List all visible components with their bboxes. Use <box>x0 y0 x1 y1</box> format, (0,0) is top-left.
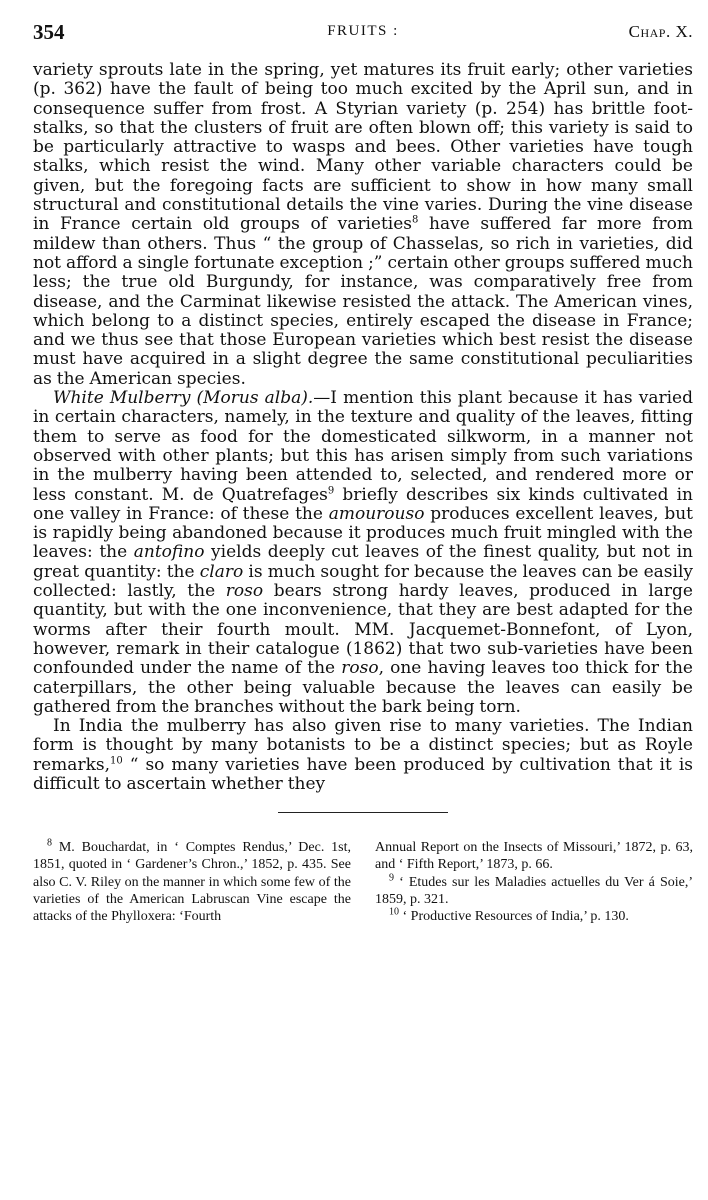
variety-name-claro: claro <box>199 561 244 582</box>
footnote-divider <box>278 812 448 813</box>
footnotes <box>33 839 693 925</box>
footnote-8: $^8$ M. Bouchardat, in ‘ Comptes Rendus,’ Dec. 1st, 1851, quoted in ‘ Gardener’s Chron.,’ 1852, p. 435. See also C. V. Riley on the manner in which some few of the varieties of the American Labruscan Vine escape the attacks of the Phylloxera: ‘Fourth <box>33 837 351 925</box>
footnote-column-left <box>33 839 351 925</box>
footnote-ref-9[interactable]: 9 <box>327 484 335 496</box>
footnote-column-right <box>375 839 693 925</box>
footnote-8-continued: Annual Report on the Insects of Missouri,’ 1872, p. 63, and ‘ Fifth Report,’ 1873, p. 66. <box>375 840 693 873</box>
footnote-number-10: 10 <box>389 906 399 918</box>
paragraph-indian-mulberry: In India the mulberry has also given rise to many varieties. The Indian form is thought by many botanists to be a distinct species; but as Royle remarks,$^{10}$ “ so many varieties have been produced by cultivation that it is difficult to ascertain whether they <box>33 716 693 794</box>
footnote-10: $^{10}$ ‘ Productive Resources of India,’ p. 130. <box>389 906 629 925</box>
book-page <box>33 20 693 925</box>
footnote-number-9: 9 <box>389 872 394 884</box>
paragraph-vine-varieties: variety sprouts late in the spring, yet matures its fruit early; other varieties (p. 362) have the fault of being too much excited by the April sun, and in consequence suffer from frost. A Styrian variety (p. 254) has brittle foot-stalks, so that the clusters of fruit are often blown off; this variety is said to be particularly attractive to wasps and bees. Other varieties have tough stalks, which resist the wind. Many other variable characters could be given, but the foregoing facts are sufficient to show in how many small structural and constitutional details the vine varies. During the vine disease in France certain old groups of varieties$^8$ have suffered far more from mildew than others. Thus “ the group of Chasselas, so rich in varieties, did not afford a single fortunate exception ;” certain other groups suffered much less; the true old Burgundy, for instance, was comparatively free from disease, and the Carminat likewise resisted the attack. The American vines, which belong to a distinct species, entirely escaped the disease in France; and we thus see that those European varieties which best resist the disease must have acquired in a slight degree the same constitutional peculiarities as the American species. <box>33 60 693 389</box>
variety-name-amourouso: amourouso <box>328 503 425 524</box>
running-head: FRUITS : <box>327 23 399 39</box>
footnote-ref-10[interactable]: 10 <box>110 755 123 767</box>
chapter-reference: Chap. X. <box>628 22 693 41</box>
page-header <box>33 20 693 52</box>
page-number: 354 <box>33 20 65 44</box>
section-lead-white-mulberry: White Mulberry (Morus alba). <box>53 388 314 409</box>
footnote-number-8: 8 <box>47 837 52 849</box>
variety-name-roso: roso <box>225 581 264 602</box>
variety-name-roso-2: roso <box>341 658 379 679</box>
paragraph-white-mulberry: White Mulberry (Morus alba).—I mention this plant because it has varied in certain characters, namely, in the texture and quality of the leaves, fitting them to serve as food for the domesticated silkworm, in a manner not observed with other plants; but this has arisen simply from such variations in the mulberry having been attended to, selected, and rendered more or less constant. M. de Quatrefages$^9$ briefly describes six kinds cultivated in one valley in France: of these the amourouso produces excellent leaves, but is rapidly being abandoned because it produces much fruit mingled with the leaves: the antofino yields deeply cut leaves of the finest quality, but not in great quantity: the claro is much sought for because the leaves can be easily collected: lastly, the roso bears strong hardy leaves, produced in large quantity, but with the one inconvenience, that they are best adapted for the worms after their fourth moult. MM. Jacquemet-Bonnefont, of Lyon, however, remark in their catalogue (1862) that two sub-varieties have been confounded under the name of the roso, one having leaves too thick for the caterpillars, the other being valuable because the leaves can easily be gathered from the branches without the bark being torn. <box>33 388 694 717</box>
variety-name-antofino: antofino <box>133 542 205 563</box>
footnote-ref-8[interactable]: 8 <box>412 214 419 226</box>
footnote-9: $^9$ ‘ Etudes sur les Maladies actuelles du Ver á Soie,’ 1859, p. 321. <box>375 872 693 907</box>
body-text <box>33 61 693 794</box>
